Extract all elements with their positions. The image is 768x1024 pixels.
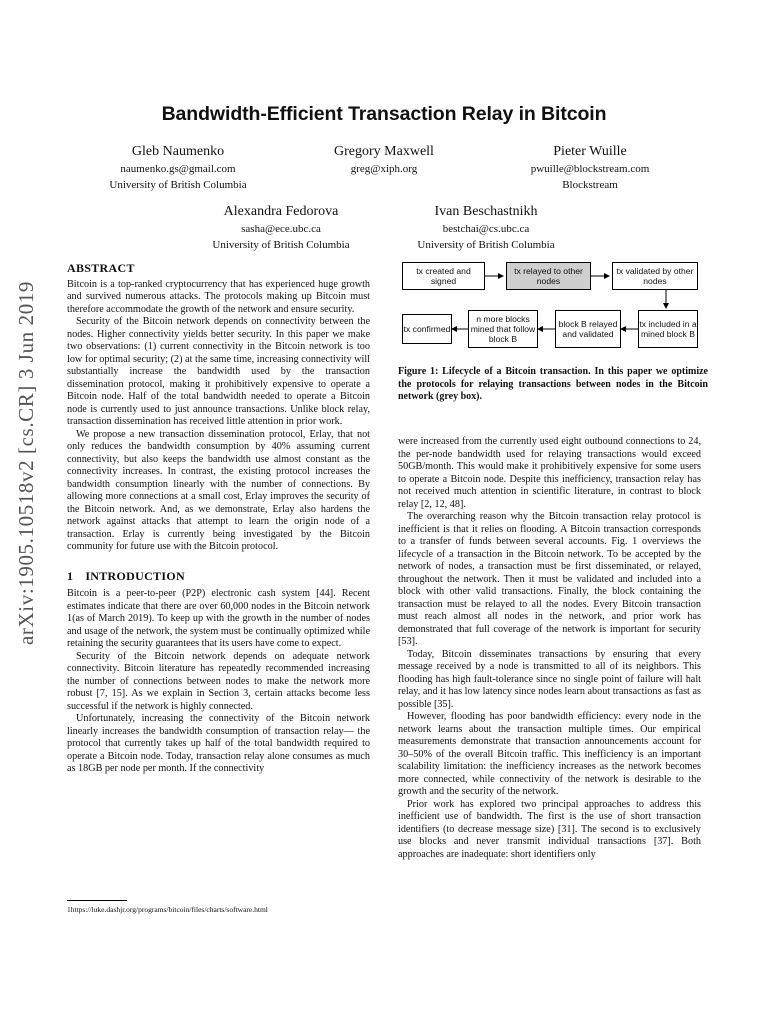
footnote: 1https://luke.dashjr.org/programs/bitcoin/files/charts/software.html <box>67 905 268 914</box>
box-block-relayed: block B relayed and validated <box>555 310 621 348</box>
abstract-paragraph: Security of the Bitcoin network depends on connectivity between the nodes. Higher connectivity yields better security. In this paper we make two observations: (1) current connectivity in the Bitcoin network is too low for optimal security; (2) at the same time, increasing connectivity will substantially increase the bandwidth used by the transaction dissemination protocol, making it prohibitively expensive to operate a Bitcoin node. Half of the total bandwidth needed to operate a Bitcoin node is currently used to just announce transactions. Unlike block relay, transaction dissemination has received little attention in prior work. <box>67 316 370 427</box>
paper-title: Bandwidth-Efficient Transaction Relay in Bitcoin <box>161 103 607 125</box>
author-email: greg@xiph.org <box>350 163 418 175</box>
abstract-paragraph: Bitcoin is a top-ranked cryptocurrency that has experienced huge growth and survived numerous attacks. The protocols making up Bitcoin must therefore accommodate the growth of the network and ensure security. <box>67 278 370 315</box>
author-affiliation: University of British Columbia <box>212 239 350 251</box>
abstract-paragraph: We propose a new transaction dissemination protocol, Erlay, that not only reduces the bandwidth consumption by 40% assuming current connectivity, but also keeps the bandwidth use almost constant as the connectivity increases. In contrast, the existing protocol increases the bandwidth consumption linearly with the number of connections. By allowing more connections at a small cost, Erlay improves the security of the Bitcoin network. And, as we demonstrate, Erlay also hardens the network against attacks that attempt to learn the origin node of a transaction. Erlay is currently being investigated by the Bitcoin community for future use with the Bitcoin protocol. <box>67 428 370 552</box>
author-email: sasha@ece.ubc.ca <box>241 223 321 235</box>
box-tx-included: tx included in a mined block B <box>638 310 698 348</box>
author-affiliation: Blockstream <box>562 179 618 191</box>
intro-paragraph: Unfortunately, increasing the connectivity of the Bitcoin network linearly increases the bandwidth consumption of transaction relay— the protocol that currently takes up half of the total bandwidth required to operate a Bitcoin node. Today, transaction relay alone consumes as much as 18GB per node per month. If the connectivity <box>67 713 370 774</box>
abstract-heading: ABSTRACT <box>67 261 135 275</box>
author-email: naumenko.gs@gmail.com <box>120 163 236 175</box>
author-affiliation: University of British Columbia <box>417 239 555 251</box>
author-name: Pieter Wuille <box>553 144 627 159</box>
section-heading <box>67 570 370 583</box>
body-paragraph: were increased from the currently used eight outbound connections to 24, the per-node bandwidth used for relaying transactions would exceed 50GB/month. This would make it prohibitively expensive for some users to operate a Bitcoin node. Despite this inefficiency, transaction relay has not received much attention in scientific literature, in contrast to block relay [2, 12, 48]. <box>398 436 701 510</box>
author-name: Ivan Beschastnikh <box>434 204 538 219</box>
author-block <box>171 203 391 253</box>
author-block <box>376 203 596 253</box>
body-paragraph: The overarching reason why the Bitcoin transaction relay protocol is inefficient is that it relies on flooding. A Bitcoin transaction corresponds to a transfer of funds between several accounts. Fig. 1 overviews the lifecycle of a transaction in the Bitcoin network. To be accepted by the network of nodes, a transaction must be first disseminated, or relayed, throughout the network. Then it must be validated and included into a block with other valid transactions. Finally, the block containing the transaction must be relayed to all the nodes. Every Bitcoin transaction must reach almost all nodes in the network, and prior work has demonstrated that full coverage of the network is important for security [53]. <box>398 511 701 647</box>
box-more-blocks: n more blocks mined that follow block B <box>468 310 538 348</box>
box-tx-created: tx created and signed <box>402 262 485 290</box>
footnote-rule <box>67 900 127 901</box>
author-name: Gleb Naumenko <box>131 144 225 159</box>
right-column <box>398 436 701 861</box>
intro-paragraph: Bitcoin is a peer-to-peer (P2P) electronic cash system [44]. Recent estimates indicate that there are over 60,000 nodes in the Bitcoin network 1(as of March 2019). To keep up with the growth in the number of nodes and usage of the network, the system must be continually optimized while retaining the security guarantees that its users have come to expect. <box>67 588 370 649</box>
author-block <box>274 143 494 177</box>
author-name: Alexandra Fedorova <box>223 204 339 219</box>
section-title: INTRODUCTION <box>85 568 185 583</box>
section-number: 1 <box>67 568 74 583</box>
box-tx-confirmed: tx confirmed <box>402 314 452 344</box>
figure-caption: Figure 1: Lifecycle of a Bitcoin transaction. In this paper we optimize the protocols for relaying transactions between nodes in the Bitcoin network (grey box). <box>398 366 708 402</box>
figure-lifecycle <box>398 260 710 356</box>
author-affiliation: University of British Columbia <box>109 179 247 191</box>
author-name: Gregory Maxwell <box>334 144 434 159</box>
author-email: pwuille@blockstream.com <box>530 163 650 175</box>
arxiv-identifier: arXiv:1905.10518v2 [cs.CR] 3 Jun 2019 <box>14 280 38 645</box>
author-block <box>68 143 288 193</box>
body-paragraph: However, flooding has poor bandwidth efficiency: every node in the network learns about the transaction multiple times. Our empirical measurements demonstrate that transaction announcements account for 30–50% of the overall Bitcoin traffic. This inefficiency is an important scalability limitation: the inefficiency increases as the network becomes more connected, while connectivity of the network is desirable to the growth and the security of the network. <box>398 711 701 797</box>
box-tx-relayed: tx relayed to other nodes <box>506 262 591 290</box>
body-paragraph: Today, Bitcoin disseminates transactions by ensuring that every message received by a node is transmitted to all of its neighbors. This flooding has high fault-tolerance since no single point of failure will halt relay, and it has low latency since nodes learn about transactions as fast as possible [35]. <box>398 648 701 710</box>
intro-paragraph: Security of the Bitcoin network depends on adequate network connectivity. Bitcoin literature has repeatedly recommended increasing the number of connections between nodes to make the network more robust [7, 15]. As we explain in Section 3, certain attacks become less successful if the network is highly connected. <box>67 650 370 712</box>
left-column <box>67 262 370 776</box>
author-block <box>480 143 700 193</box>
author-email: bestchai@cs.ubc.ca <box>442 223 530 235</box>
body-paragraph: Prior work has explored two principal approaches to address this inefficient use of bandwidth. The first is the use of short transaction identifiers (to decrease message size) [31]. The second is to exclusively use blocks and never transmit individual transactions [37]. Both approaches are inadequate: short identifiers only <box>398 798 701 860</box>
box-tx-validated: tx validated by other nodes <box>612 262 698 290</box>
